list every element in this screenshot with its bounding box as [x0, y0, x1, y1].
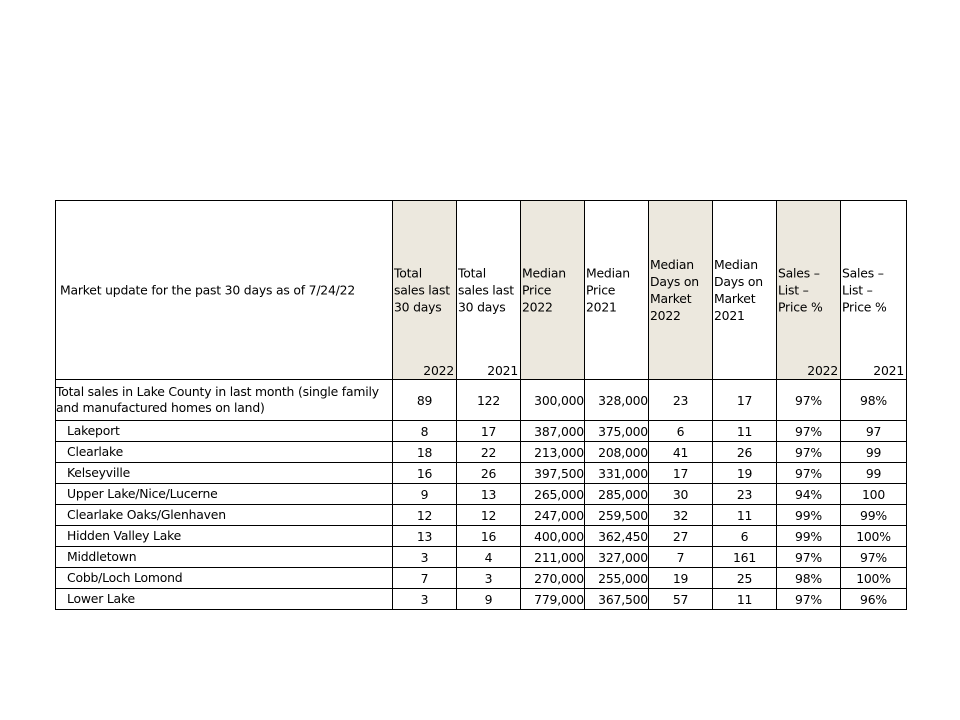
- total-ratio-2022: 97%: [777, 380, 841, 421]
- table-row: [56, 421, 907, 442]
- col-header-median-2022-label: Median Price 2022: [522, 265, 566, 315]
- median-price-2021: 285,000: [585, 484, 649, 505]
- sales-2022: 9: [393, 484, 457, 505]
- days-on-market-2021: 11: [713, 505, 777, 526]
- sales-2021: 9: [457, 589, 521, 610]
- median-price-2021: 367,500: [585, 589, 649, 610]
- total-ratio-2021: 98%: [841, 380, 907, 421]
- total-days-2021: 17: [713, 380, 777, 421]
- median-price-2022: 270,000: [521, 568, 585, 589]
- days-on-market-2022: 19: [649, 568, 713, 589]
- total-days-2022: 23: [649, 380, 713, 421]
- area-name: Hidden Valley Lake: [56, 526, 393, 547]
- days-on-market-2021: 11: [713, 421, 777, 442]
- sales-2021: 16: [457, 526, 521, 547]
- col-header-ratio-2021: [841, 201, 907, 380]
- table-title: [56, 201, 393, 380]
- table-row: [56, 568, 907, 589]
- col-header-ratio-2022-label: Sales – List – Price %: [778, 265, 823, 315]
- total-row: [56, 380, 907, 421]
- sales-list-ratio-2022: 97%: [777, 421, 841, 442]
- table-row: [56, 589, 907, 610]
- sales-list-ratio-2021: 97: [841, 421, 907, 442]
- market-update-table: [55, 200, 907, 610]
- sales-list-ratio-2021: 99: [841, 442, 907, 463]
- table-title-text: Market update for the past 30 days as of 7/24/22: [60, 282, 356, 298]
- sales-list-ratio-2021: 100%: [841, 568, 907, 589]
- sales-list-ratio-2021: 99%: [841, 505, 907, 526]
- sales-list-ratio-2021: 100%: [841, 526, 907, 547]
- table-row: [56, 463, 907, 484]
- table-row: [56, 526, 907, 547]
- area-name: Clearlake: [56, 442, 393, 463]
- sales-2022: 3: [393, 547, 457, 568]
- sales-2022: 12: [393, 505, 457, 526]
- days-on-market-2022: 57: [649, 589, 713, 610]
- sales-list-ratio-2022: 99%: [777, 505, 841, 526]
- col-header-ratio-2021-label: Sales – List – Price %: [842, 265, 887, 315]
- days-on-market-2021: 19: [713, 463, 777, 484]
- sales-2021: 26: [457, 463, 521, 484]
- days-on-market-2022: 7: [649, 547, 713, 568]
- col-header-sales-2021-label: Total sales last 30 days: [458, 265, 514, 315]
- median-price-2022: 213,000: [521, 442, 585, 463]
- sales-2022: 8: [393, 421, 457, 442]
- median-price-2022: 779,000: [521, 589, 585, 610]
- sales-2022: 18: [393, 442, 457, 463]
- sales-list-ratio-2022: 97%: [777, 463, 841, 484]
- col-header-sales-2022-year: 2022: [423, 363, 454, 378]
- days-on-market-2021: 26: [713, 442, 777, 463]
- days-on-market-2021: 11: [713, 589, 777, 610]
- sales-list-ratio-2021: 97%: [841, 547, 907, 568]
- col-header-ratio-2022: [777, 201, 841, 380]
- sales-2021: 13: [457, 484, 521, 505]
- sales-list-ratio-2022: 94%: [777, 484, 841, 505]
- median-price-2021: 259,500: [585, 505, 649, 526]
- col-header-median-2022: [521, 201, 585, 380]
- table-row: [56, 442, 907, 463]
- area-name: Middletown: [56, 547, 393, 568]
- sales-2021: 22: [457, 442, 521, 463]
- total-label: Total sales in Lake County in last month (single family and manufactured homes on land): [56, 380, 393, 421]
- days-on-market-2021: 6: [713, 526, 777, 547]
- table-row: [56, 505, 907, 526]
- median-price-2021: 208,000: [585, 442, 649, 463]
- sales-2021: 12: [457, 505, 521, 526]
- sales-2022: 16: [393, 463, 457, 484]
- col-header-median-2021: [585, 201, 649, 380]
- median-price-2021: 255,000: [585, 568, 649, 589]
- median-price-2022: 247,000: [521, 505, 585, 526]
- col-header-sales-2021: [457, 201, 521, 380]
- col-header-days-2022: [649, 201, 713, 380]
- days-on-market-2022: 41: [649, 442, 713, 463]
- median-price-2021: 327,000: [585, 547, 649, 568]
- total-median-2022: 300,000: [521, 380, 585, 421]
- sales-list-ratio-2022: 98%: [777, 568, 841, 589]
- col-header-sales-2022-label: Total sales last 30 days: [394, 265, 450, 315]
- area-name: Lower Lake: [56, 589, 393, 610]
- col-header-days-2021-label: Median Days on Market 2021: [714, 257, 763, 323]
- days-on-market-2021: 25: [713, 568, 777, 589]
- area-name: Lakeport: [56, 421, 393, 442]
- area-name: Clearlake Oaks/Glenhaven: [56, 505, 393, 526]
- days-on-market-2022: 6: [649, 421, 713, 442]
- col-header-sales-2022: [393, 201, 457, 380]
- sales-list-ratio-2022: 97%: [777, 442, 841, 463]
- sales-2021: 4: [457, 547, 521, 568]
- days-on-market-2022: 27: [649, 526, 713, 547]
- col-header-sales-2021-year: 2021: [487, 363, 518, 378]
- area-name: Cobb/Loch Lomond: [56, 568, 393, 589]
- table-row: [56, 547, 907, 568]
- days-on-market-2021: 161: [713, 547, 777, 568]
- median-price-2022: 397,500: [521, 463, 585, 484]
- table-row: [56, 484, 907, 505]
- col-header-ratio-2021-year: 2021: [873, 363, 904, 378]
- days-on-market-2022: 32: [649, 505, 713, 526]
- total-sales-2022: 89: [393, 380, 457, 421]
- sales-2022: 3: [393, 589, 457, 610]
- col-header-ratio-2022-year: 2022: [807, 363, 838, 378]
- median-price-2021: 375,000: [585, 421, 649, 442]
- sales-list-ratio-2021: 100: [841, 484, 907, 505]
- area-name: Kelseyville: [56, 463, 393, 484]
- median-price-2022: 211,000: [521, 547, 585, 568]
- days-on-market-2022: 30: [649, 484, 713, 505]
- header-row: [56, 201, 907, 380]
- area-name: Upper Lake/Nice/Lucerne: [56, 484, 393, 505]
- median-price-2022: 387,000: [521, 421, 585, 442]
- sales-list-ratio-2021: 96%: [841, 589, 907, 610]
- days-on-market-2022: 17: [649, 463, 713, 484]
- sales-2022: 13: [393, 526, 457, 547]
- sales-2022: 7: [393, 568, 457, 589]
- total-sales-2021: 122: [457, 380, 521, 421]
- col-header-days-2021: [713, 201, 777, 380]
- col-header-median-2021-label: Median Price 2021: [586, 265, 630, 315]
- sales-list-ratio-2022: 97%: [777, 589, 841, 610]
- total-median-2021: 328,000: [585, 380, 649, 421]
- sales-2021: 3: [457, 568, 521, 589]
- median-price-2021: 362,450: [585, 526, 649, 547]
- sales-list-ratio-2022: 97%: [777, 547, 841, 568]
- sales-list-ratio-2022: 99%: [777, 526, 841, 547]
- col-header-days-2022-label: Median Days on Market 2022: [650, 257, 699, 323]
- median-price-2022: 400,000: [521, 526, 585, 547]
- days-on-market-2021: 23: [713, 484, 777, 505]
- median-price-2021: 331,000: [585, 463, 649, 484]
- sales-list-ratio-2021: 99: [841, 463, 907, 484]
- sales-2021: 17: [457, 421, 521, 442]
- median-price-2022: 265,000: [521, 484, 585, 505]
